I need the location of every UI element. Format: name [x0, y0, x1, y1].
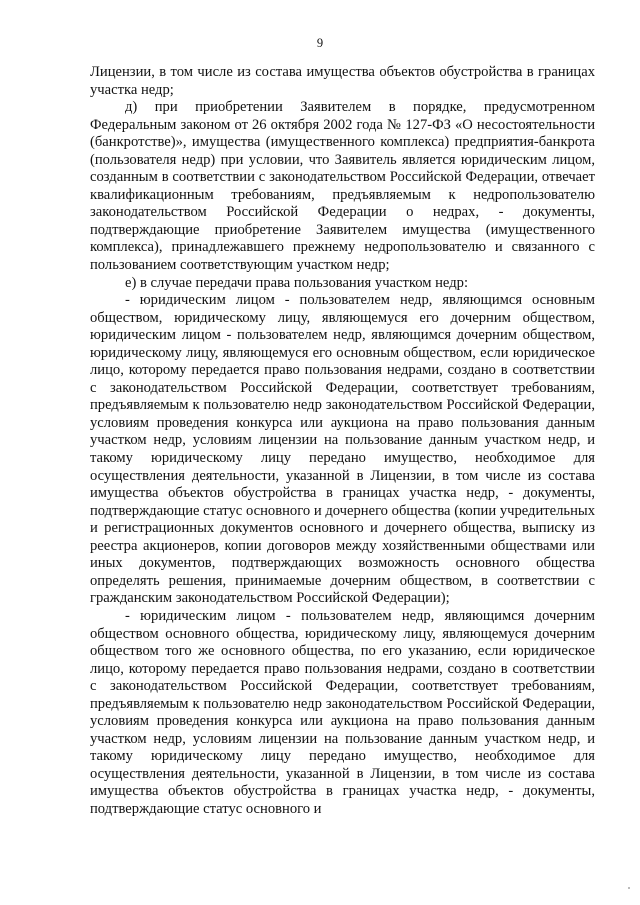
paragraph-parent-to-subsidiary: - юридическим лицом - пользователем недр, являющимся основным обществом, юридическому лицу, являющемуся его дочерним обществом, юридическим лицом - пользователем недр, являющимся дочерним обществом, юридическому лицу, являющемуся его основным обществом, если юридическое лицо, которому передается право пользования недрами, создано в соответствии с законодательством Российской Федерации, соответствует требованиям, предъявляемым к пользователю недр законодательством Российской Федерации, условиям проведения конкурса или аукциона на право пользования данным участком недр, условиям лицензии на пользование данным участком недр, и такому юридическому лицу передано имущество, необходимое для осуществления деятельности, указанной в Лицензии, в том числе из состава имущества объектов обустройства в границах участка недр, - документы, подтверждающие статус основного и дочернего общества (копии учредительных и регистрационных документов основного и дочернего общества, выписку из реестра акционеров, копии договоров между хозяйственными обществами или иных документов, подтверждающих возможность основного общества определять решения, принимаемые дочерним обществом, в соответствии с гражданским законодательством Российской Федерации);: [90, 292, 595, 607]
paragraph-subsidiary-to-subsidiary: - юридическим лицом - пользователем недр, являющимся дочерним обществом основного общества, юридическому лицу, являющемуся дочерним обществом того же основного общества, по его указанию, если юридическое лицо, которому передается право пользования недрами, создано в соответствии с законодательством Российской Федерации, соответствует требованиям, предъявляемым к пользователю недр законодательством Российской Федерации, условиям проведения конкурса или аукциона на право пользования данным участком недр, условиям лицензии на пользование данным участком недр, и такому юридическому лицу передано имущество, необходимое для осуществления деятельности, указанной в Лицензии, в том числе из состава имущества объектов обустройства в границах участка недр, - документы, подтверждающие статус основного и: [90, 607, 595, 817]
paragraph-item-e-transfer: е) в случае передачи права пользования участком недр:: [125, 274, 468, 291]
page-number: 9: [316, 36, 324, 50]
paragraph-item-d-bankruptcy: д) при приобретении Заявителем в порядке, предусмотренном Федеральным законом от 26 октября 2002 года № 127-ФЗ «О несостоятельности (банкротстве)», имущества (имущественного комплекса) предприятия-банкрота (пользователя недр) при условии, что Заявитель является юридическим лицом, созданным в соответствии с законодательством Российской Федерации, отвечает квалификационным требованиям, предъявляемым к недропользователю законодательством Российской Федерации о недрах, - документы, подтверждающие приобретение Заявителем имущества (имущественного комплекса), принадлежавшего прежнему недропользователю и связанного с пользованием соответствующим участком недр;: [90, 99, 595, 274]
document-body: [90, 64, 595, 819]
paragraph-license-continuation: Лицензии, в том числе из состава имущества объектов обустройства в границах участка недр;: [90, 64, 595, 98]
scan-artifact: [628, 887, 630, 889]
